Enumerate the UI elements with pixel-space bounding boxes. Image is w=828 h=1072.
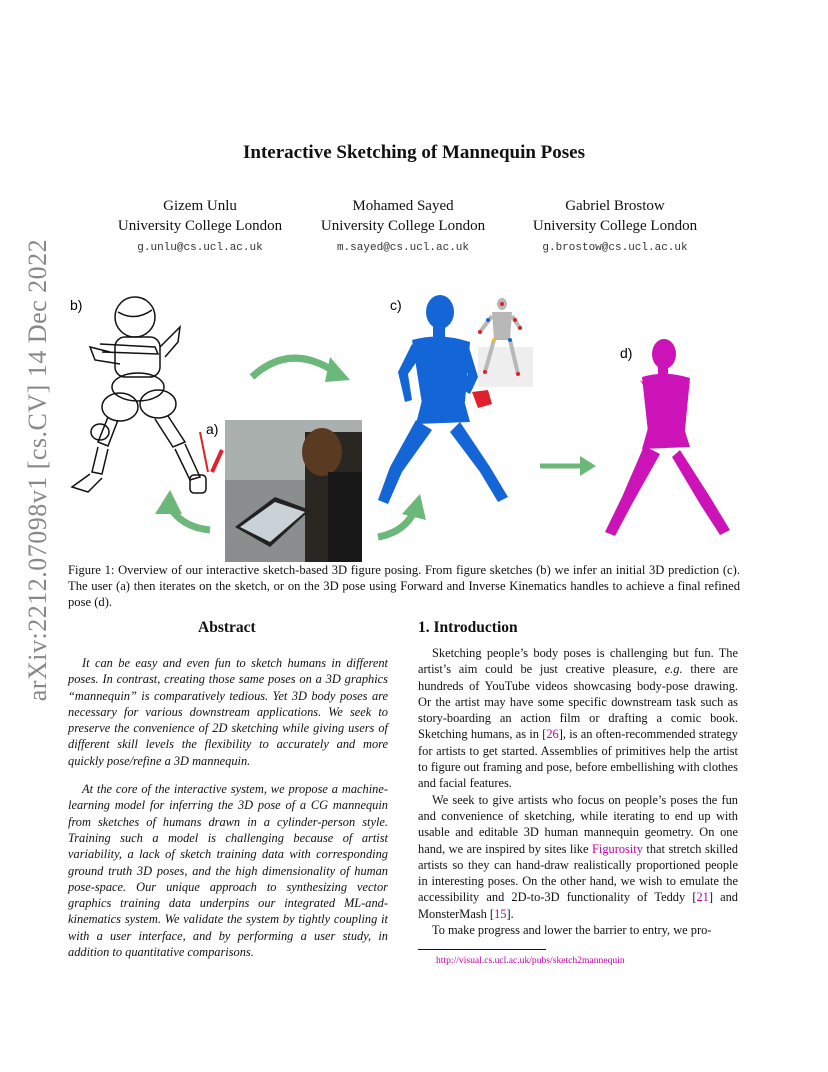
author-name: Gizem Unlu — [163, 198, 237, 214]
introduction-body — [418, 645, 738, 938]
abstract-body — [68, 655, 388, 960]
citation-link[interactable]: 21 — [696, 890, 709, 905]
red-pen-icon — [212, 450, 222, 472]
abstract-paragraph: It can be easy and even fun to sketch humans in different poses. In contrast, creating those same poses on a 3D graphics “mannequin” is comparatively tedious. Yet 3D body poses are necessary for various downstream applications. We seek to preserve the convenience of 2D sketching while giving users of different skill levels the flexibility to accurately and more quickly pose/refine a 3D mannequin. — [68, 656, 388, 768]
author-name: Gabriel Brostow — [565, 198, 665, 214]
sketch-figure — [72, 297, 208, 493]
arxiv-identifier: arXiv:2212.07098v1 [cs.CV] 14 Dec 2022 — [23, 238, 52, 702]
abstract-heading: Abstract — [198, 619, 256, 636]
label-a: a) — [206, 421, 219, 437]
intro-paragraph: To make progress and lower the barrier to entry, we pro- — [432, 923, 712, 938]
arrowhead-icon — [402, 494, 426, 520]
pose-handles-inset — [472, 298, 533, 408]
citation-link[interactable]: 26 — [546, 727, 559, 742]
user-photo — [225, 420, 362, 562]
arrow-sketch-to-3d-icon — [252, 358, 335, 377]
label-c: c) — [390, 297, 402, 313]
citation-link[interactable]: 15 — [494, 906, 507, 921]
arrowhead-icon — [155, 490, 182, 514]
paper-title: Interactive Sketching of Mannequin Poses — [243, 142, 585, 163]
author-block-1 — [85, 196, 315, 258]
figurosity-link[interactable]: Figurosity — [591, 841, 643, 856]
label-b: b) — [70, 297, 83, 313]
arrowhead-icon — [580, 456, 596, 476]
label-d: d) — [620, 345, 633, 361]
author-block-2 — [288, 196, 518, 258]
intro-paragraph: Sketching people’s body poses is challenging but fun. The artist’s aim could be just creative pleasure, e.g. there are hundreds of YouTube videos showcasing body-pose drawing. Or the artist may have some specific downstream task such as story-boarding an action film or drafting a comic book. Sketching humans, as in [26], is an often-recommended strategy for artists to get started. Assemblies of primitives help the artist to figure out framing and pose, before embellishing with clothes and facial features. — [418, 646, 738, 791]
figure-caption: Figure 1: Overview of our interactive sketch-based 3D figure posing. From figure sketches (b) we infer an initial 3D prediction (c). The user (a) then iterates on the sketch, or on the 3D pose using Forward and Inverse Kinematics handles to achieve a final refined pose (d). — [68, 563, 740, 609]
hand-handle-icon — [472, 390, 492, 408]
author-affiliation: University College London — [117, 218, 283, 234]
author-block-3 — [500, 196, 730, 258]
author-affiliation: University College London — [532, 218, 698, 234]
footnote-url[interactable]: http://visual.cs.ucl.ac.uk/pubs/sketch2mannequin — [436, 955, 625, 966]
intro-paragraph: We seek to give artists who focus on people’s poses the fun and convenience of sketching, while iterating to end up with usable and editable 3D human mannequin geometry. On one hand, we are inspired by sites like Figurosity that stretch skilled artists so they can hand-draw realistically proportioned people in interesting poses. On the other hand, we wish to emulate the accessibility and 2D-to-3D functionality of Teddy [21] and MonsterMash [15]. — [418, 792, 738, 921]
author-affiliation: University College London — [320, 218, 486, 234]
teaser-figure — [60, 282, 750, 562]
author-email[interactable]: g.unlu@cs.ucl.ac.uk — [137, 242, 263, 254]
magenta-mannequin — [605, 339, 730, 536]
author-email[interactable]: m.sayed@cs.ucl.ac.uk — [336, 242, 470, 254]
author-name: Mohamed Sayed — [352, 198, 454, 214]
introduction-heading: 1. Introduction — [418, 619, 518, 636]
footnote-rule — [418, 949, 546, 950]
author-email[interactable]: g.brostow@cs.ucl.ac.uk — [542, 242, 688, 254]
abstract-paragraph: At the core of the interactive system, we propose a machine-learning model for inferring the 3D pose of a CG mannequin from sketches of humans drawn in a cylinder-person style. Training such a model is challenging because of artist variability, a lack of sketch training data with corresponding ground truth 3D poses, and the high dimensionality of human pose-space. Our unique approach to synthesizing vector graphics training data underpins our integrated ML-and-kinematics system. We validate the system by tightly coupling it with a user interface, and by performing a user study, in addition to quantitative comparisons. — [68, 782, 388, 960]
arrowhead-icon — [325, 357, 350, 382]
